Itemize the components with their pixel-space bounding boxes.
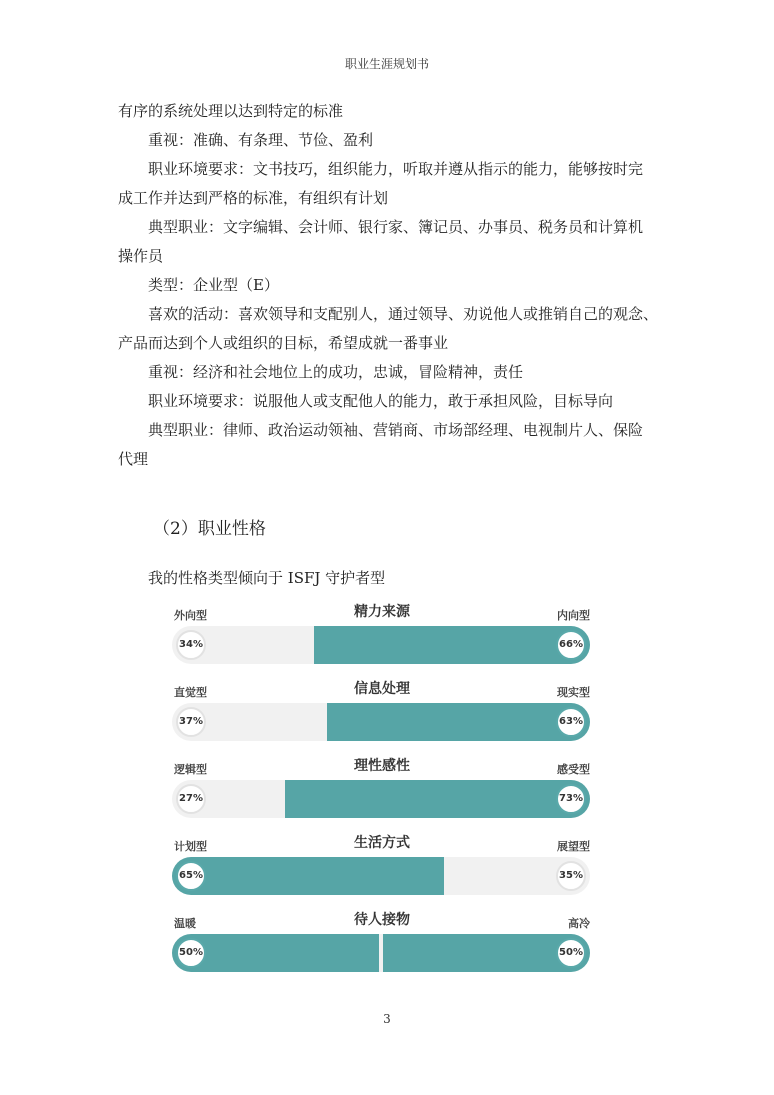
dimension-title: 理性感性 <box>354 758 410 774</box>
right-percent-badge: 73% <box>556 784 586 814</box>
text-line: 操作员 <box>118 247 164 265</box>
right-type-label: 内向型 <box>557 609 590 622</box>
personality-intro: 我的性格类型倾向于 ISFJ 守护者型 <box>148 569 386 587</box>
text-line: 职业环境要求：文书技巧，组织能力，听取并遵从指示的能力，能够按时完 <box>148 160 644 178</box>
personality-chart <box>172 596 592 981</box>
text-line: 代理 <box>118 450 149 468</box>
left-type-label: 逻辑型 <box>174 763 207 776</box>
right-fill <box>314 626 590 664</box>
right-percent-badge: 63% <box>556 707 586 737</box>
page-number: 3 <box>383 1012 391 1026</box>
text-line: 重视：准确、有条理、节俭、盈利 <box>148 131 374 149</box>
text-line: 喜欢的活动：喜欢领导和支配别人，通过领导、劝说他人或推销自己的观念、 <box>148 305 659 323</box>
text-line: 典型职业：文字编辑、会计师、银行家、簿记员、办事员、税务员和计算机 <box>148 218 644 236</box>
dimension-row <box>172 596 592 673</box>
right-percent-badge: 50% <box>556 938 586 968</box>
dimension-title: 待人接物 <box>354 912 410 928</box>
left-type-label: 计划型 <box>174 840 207 853</box>
percentage-bar <box>172 780 590 818</box>
dimension-title: 信息处理 <box>354 681 410 697</box>
dimension-row <box>172 750 592 827</box>
left-type-label: 温暖 <box>174 917 196 930</box>
percentage-bar <box>172 857 590 895</box>
section-title: （2）职业性格 <box>153 519 266 539</box>
dimension-title: 精力来源 <box>354 604 410 620</box>
dimension-row <box>172 673 592 750</box>
dimension-row <box>172 827 592 904</box>
left-percent-badge: 34% <box>176 630 206 660</box>
right-percent-badge: 66% <box>556 630 586 660</box>
page-header: 职业生涯规划书 <box>344 57 429 71</box>
left-percent-badge: 27% <box>176 784 206 814</box>
left-percent-badge: 50% <box>176 938 206 968</box>
dimension-row <box>172 904 592 981</box>
text-line: 有序的系统处理以达到特定的标准 <box>118 102 344 120</box>
text-line: 职业环境要求：说服他人或支配他人的能力，敢于承担风险，目标导向 <box>148 392 614 410</box>
text-line: 重视：经济和社会地位上的成功，忠诚，冒险精神，责任 <box>148 363 524 381</box>
right-type-label: 高冷 <box>568 917 590 930</box>
right-percent-badge: 35% <box>556 861 586 891</box>
percentage-bar <box>172 703 590 741</box>
left-fill <box>172 857 444 895</box>
text-line: 典型职业：律师、政治运动领袖、营销商、市场部经理、电视制片人、保险 <box>148 421 644 439</box>
text-line: 产品而达到个人或组织的目标，希望成就一番事业 <box>118 334 449 352</box>
right-fill <box>327 703 590 741</box>
percentage-bar <box>172 934 590 972</box>
body-text <box>118 97 658 474</box>
text-line: 类型：企业型（E） <box>148 276 279 294</box>
left-percent-badge: 37% <box>176 707 206 737</box>
left-type-label: 直觉型 <box>174 686 207 699</box>
dimension-title: 生活方式 <box>354 835 410 851</box>
percentage-bar <box>172 626 590 664</box>
right-fill <box>285 780 590 818</box>
right-type-label: 感受型 <box>557 763 590 776</box>
right-type-label: 展望型 <box>557 840 590 853</box>
left-type-label: 外向型 <box>174 609 207 622</box>
right-type-label: 现实型 <box>557 686 590 699</box>
text-line: 成工作并达到严格的标准，有组织有计划 <box>118 189 389 207</box>
left-percent-badge: 65% <box>176 861 206 891</box>
